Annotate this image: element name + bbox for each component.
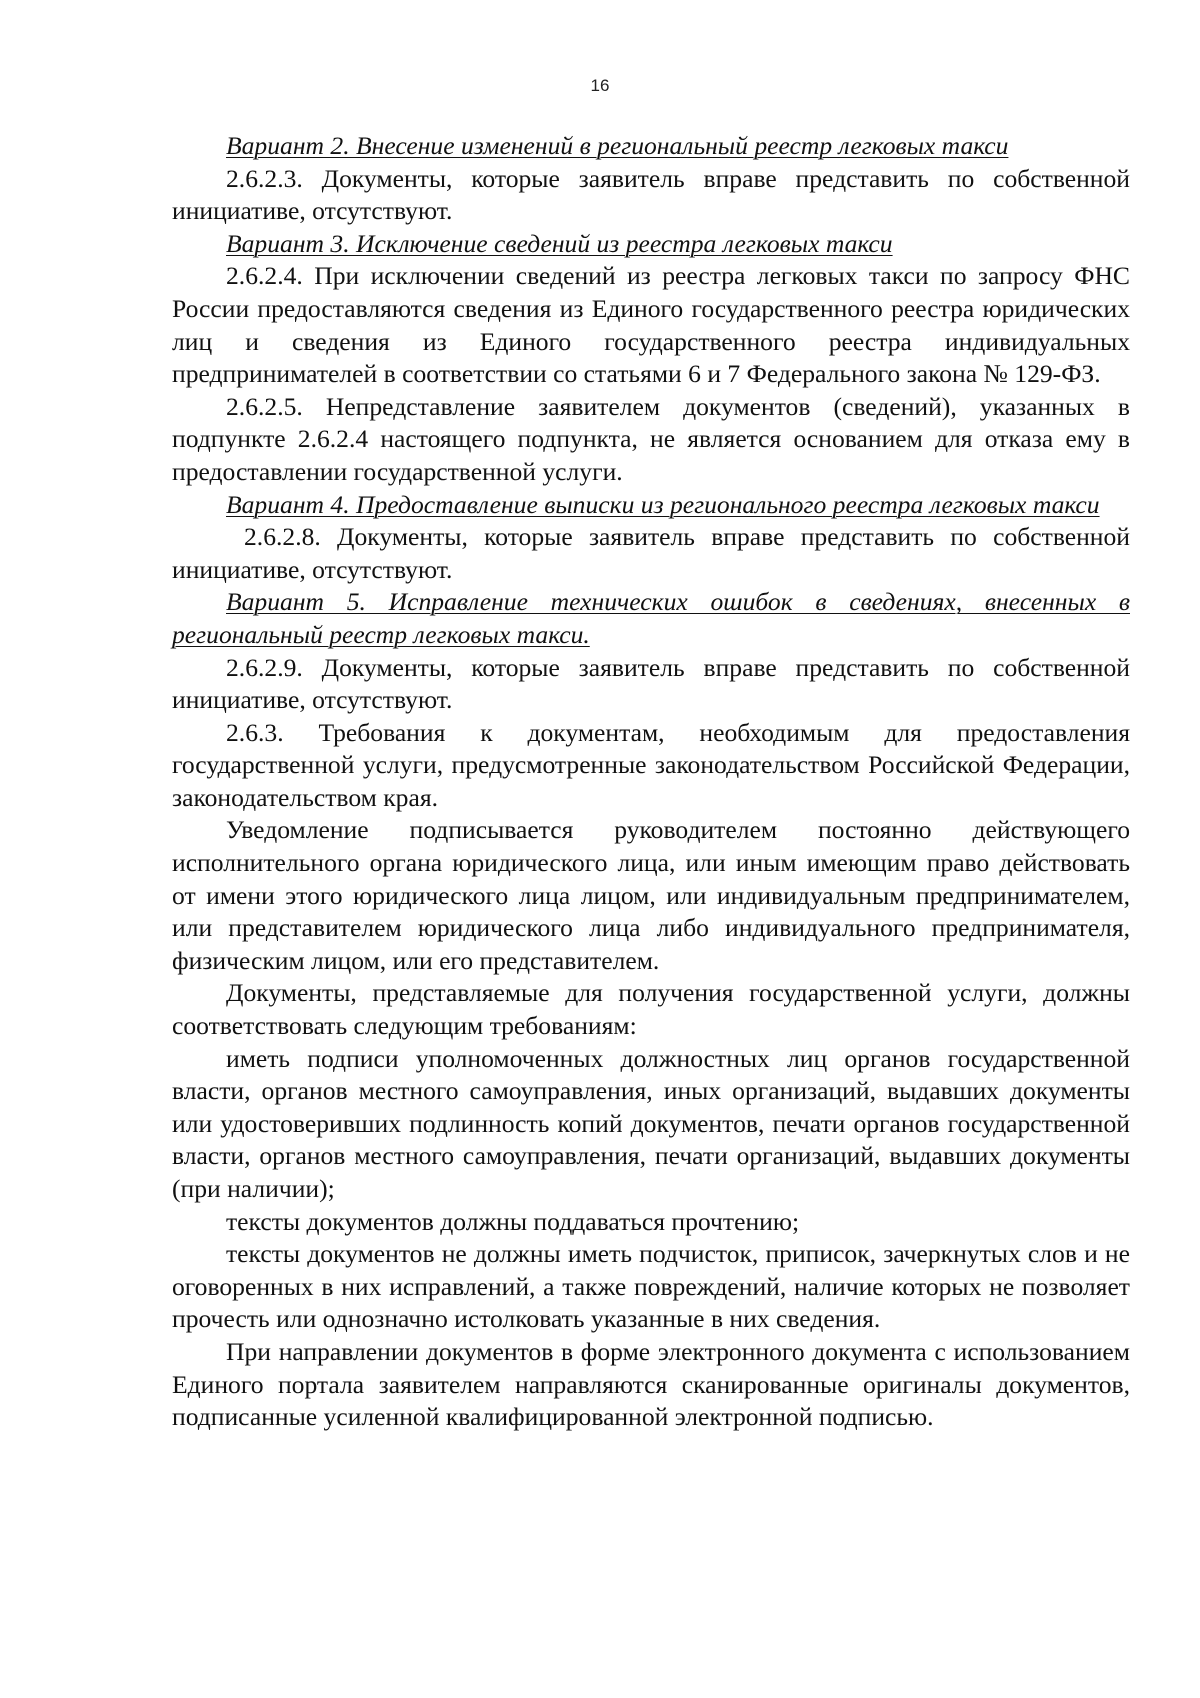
paragraph-2-6-2-4: 2.6.2.4. При исключении сведений из реестра легковых такси по запросу ФНС России предоставляются сведения из Единого государственного реестра юридических лиц и сведения из Единого государственного реестра индивидуальных предпринимателей в соответствии со статьями 6 и 7 Федерального закона № 129-ФЗ.	[172, 261, 1130, 389]
paragraph-electronic-submission: При направлении документов в форме электронного документа с использованием Единого портала заявителем направляются сканированные оригиналы документов, подписанные усиленной квалифицированной электронной подписью.	[172, 1336, 1130, 1432]
paragraph-2-6-2-3: 2.6.2.3. Документы, которые заявитель вправе представить по собственной инициативе, отсутствуют.	[172, 163, 1130, 226]
variant-3-heading: Вариант 3. Исключение сведений из реестра легковых такси	[226, 228, 893, 258]
document-body	[172, 130, 1130, 1434]
paragraph-notification-signing: Уведомление подписывается руководителем постоянно действующего исполнительного органа юридического лица, или иным имеющим право действовать от имени этого юридического лица лицом, или индивидуальным предпринимателем, или представителем юридического лица либо индивидуального предпринимателя, физическим лицом, или его представителем.	[172, 815, 1130, 975]
variant-4-heading: Вариант 4. Предоставление выписки из регионального реестра легковых такси	[226, 489, 1100, 519]
requirement-signatures: иметь подписи уполномоченных должностных лиц органов государственной власти, органов местного самоуправления, иных организаций, выдавших документы или удостоверивших подлинность копий документов, печати органов государственной власти, органов местного самоуправления, печати организаций, выдавших документы (при наличии);	[172, 1043, 1130, 1203]
paragraph-2-6-3: 2.6.3. Требования к документам, необходимым для предоставления государственной услуги, предусмотренные законодательством Российской Федерации, законодательством края.	[172, 717, 1130, 812]
paragraph-2-6-2-8: 2.6.2.8. Документы, которые заявитель вправе представить по собственной инициативе, отсутствуют.	[172, 522, 1130, 584]
variant-2-heading: Вариант 2. Внесение изменений в региональный реестр легковых такси	[226, 131, 1009, 160]
paragraph-2-6-2-5: 2.6.2.5. Непредставление заявителем документов (сведений), указанных в подпункте 2.6.2.4 настоящего подпункта, не является основанием для отказа ему в предоставлении государственной услуги.	[172, 391, 1130, 486]
variant-5-heading: Вариант 5. Исправление технических ошибок в сведениях, внесенных в региональный реестр легковых такси.	[172, 587, 1130, 649]
requirement-readable: тексты документов должны поддаваться прочтению;	[226, 1206, 800, 1236]
paragraph-2-6-2-9: 2.6.2.9. Документы, которые заявитель вправе представить по собственной инициативе, отсутствуют.	[172, 652, 1130, 715]
paragraph-documents-requirements: Документы, представляемые для получения государственной услуги, должны соответствовать следующим требованиям:	[172, 978, 1130, 1041]
requirement-no-corrections: тексты документов не должны иметь подчисток, приписок, зачеркнутых слов и не оговоренных в них исправлений, а также повреждений, наличие которых не позволяет прочесть или однозначно истолковать указанные в них сведения.	[172, 1239, 1130, 1334]
page-number: 16	[590, 76, 610, 95]
